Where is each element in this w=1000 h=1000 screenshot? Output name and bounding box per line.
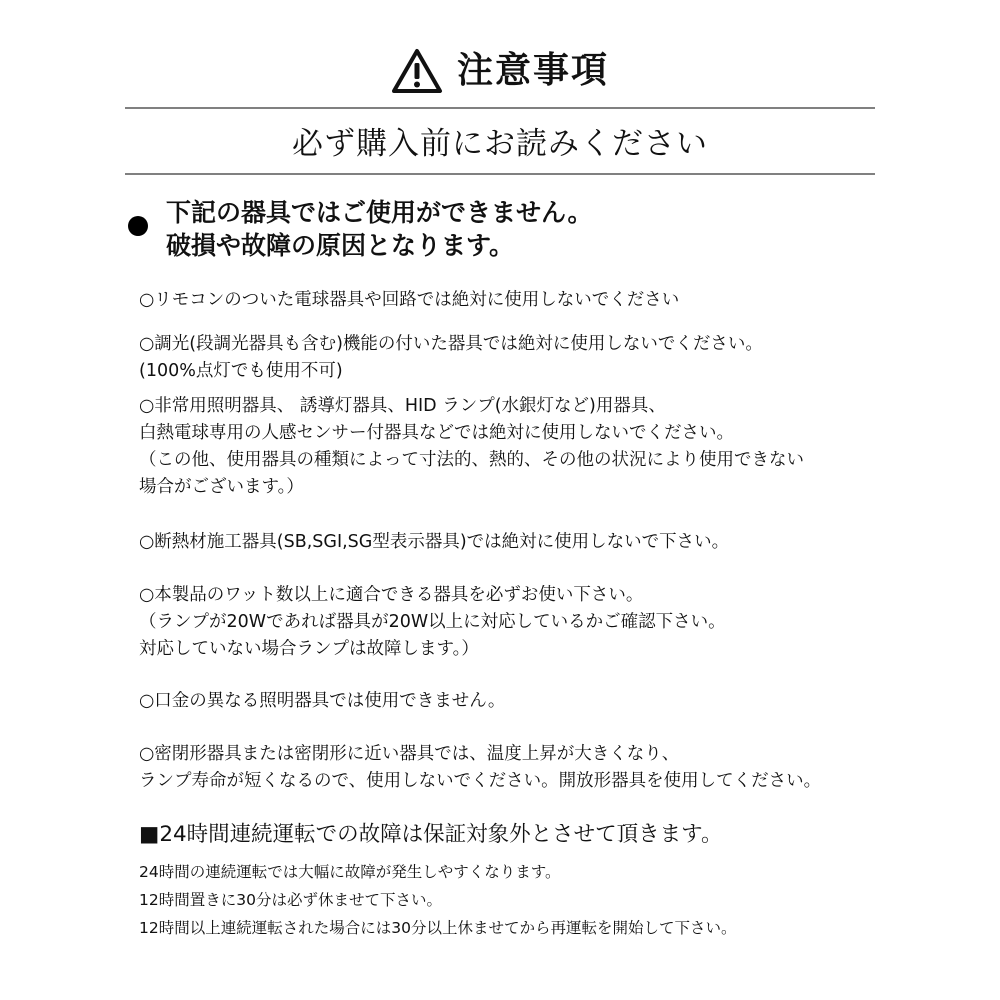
divider-bottom [125, 173, 875, 175]
note-insulation: ○断熱材施工器具(SB,SGI,SG型表示器具)では絶対に使用しないで下さい。 [139, 532, 730, 552]
lead-warning [128, 196, 593, 262]
continuous-operation-notes [139, 858, 736, 942]
continuous-operation-heading: ■24時間連続運転での故障は保証対象外とさせて頂きます。 [139, 822, 723, 847]
note-dimmer: ○調光(段調光器具も含む)機能の付いた器具では絶対に使用しないでください。 (100%点灯でも使用不可) [139, 334, 763, 381]
warning-triangle-icon [391, 48, 443, 94]
note-base-type: ○口金の異なる照明器具では使用できません。 [139, 691, 506, 711]
page-title-row [0, 40, 1000, 102]
note-emergency-lighting: ○非常用照明器具、 誘導灯器具、HID ランプ(水銀灯など)用器具、 白熱電球専用の人感センサー付器具などでは絶対に使用しないでください。 （この他、使用器具の種類によって寸法的、熱的、その他の状況により使用できない 場合がございます。） [139, 396, 804, 497]
bullet-icon [128, 216, 148, 236]
footer-line: 24時間の連続運転では大幅に故障が発生しやすくなります。 [139, 863, 561, 881]
note-enclosed-fixture: ○密閉形器具または密閉形に近い器具では、温度上昇が大きくなり、 ランプ寿命が短くなるので、使用しないでください。開放形器具を使用してください。 [139, 744, 822, 791]
page-title: 注意事項 [456, 50, 609, 91]
footer-line: 12時間以上連続運転された場合には30分以上休ませてから再運転を開始して下さい。 [139, 919, 737, 937]
lead-line: 下記の器具ではご使用ができません。 [166, 198, 593, 227]
divider-top [125, 107, 875, 109]
lead-text [166, 196, 593, 262]
lead-line: 破損や故障の原因となります。 [166, 231, 515, 260]
note-wattage: ○本製品のワット数以上に適合できる器具を必ずお使い下さい。 （ランプが20Wであれば器具が20W以上に対応しているかご確認下さい。 対応していない場合ランプは故障します。） [139, 585, 726, 659]
note-remote-control: ○リモコンのついた電球器具や回路では絶対に使用しないでください [139, 290, 680, 310]
page-subtitle: 必ず購入前にお読みください [292, 126, 708, 162]
footer-line: 12時間置きに30分は必ず休ませて下さい。 [139, 891, 442, 909]
